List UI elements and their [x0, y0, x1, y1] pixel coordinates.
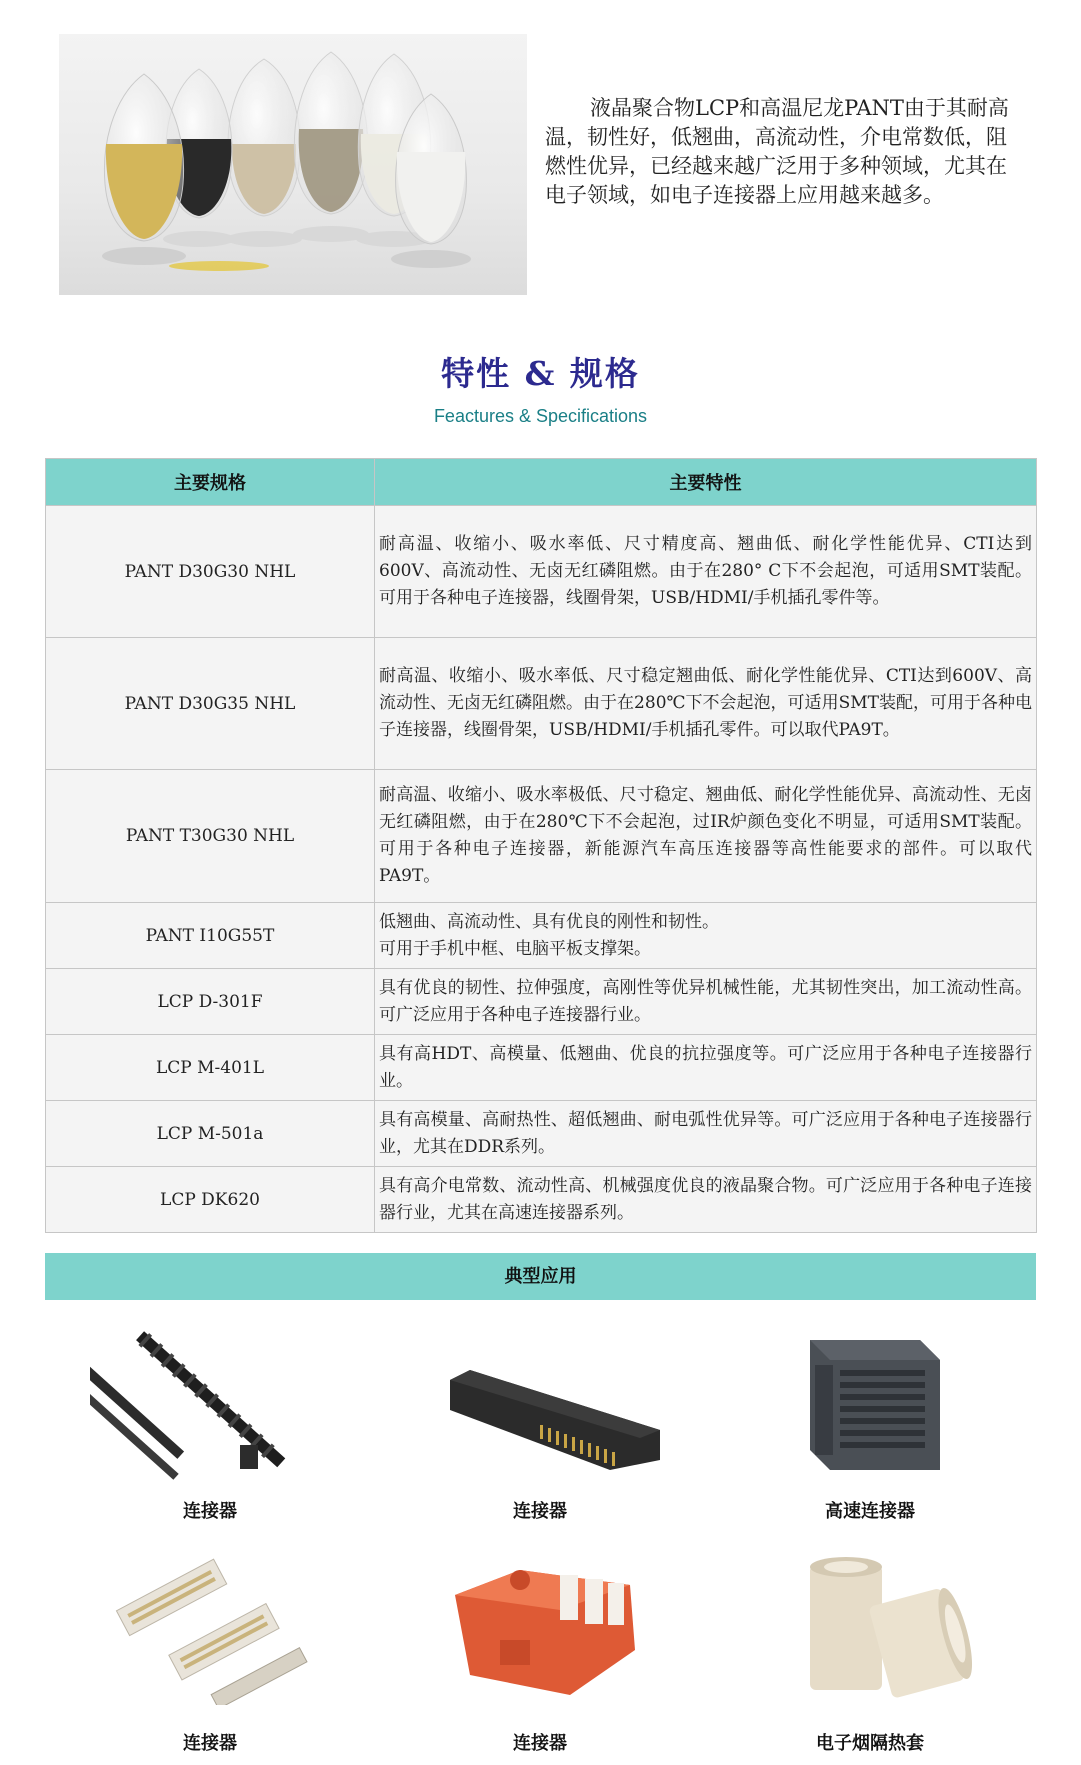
header-spec: 主要规格 [46, 459, 375, 506]
applications-header: 典型应用 [45, 1253, 1036, 1300]
table-row [46, 1101, 1037, 1167]
table-row [46, 969, 1037, 1035]
section-subtitle: Feactures & Specifications [433, 406, 648, 426]
application-item [375, 1320, 705, 1480]
insulating-sleeve-image [750, 1545, 990, 1705]
high-speed-connector-image [750, 1320, 990, 1480]
grade-cell: LCP M-401L [46, 1035, 375, 1101]
application-label: 高速连接器 [825, 1501, 915, 1522]
section-title: 特性 & 规格 [441, 354, 640, 393]
pin-header-connector-image [90, 1320, 330, 1480]
spec-table [45, 458, 1037, 1233]
grade-cell: PANT D30G35 NHL [46, 638, 375, 770]
table-row [46, 903, 1037, 969]
table-row [46, 638, 1037, 770]
desc-cell: 具有优良的韧性、拉伸强度，高刚性等优异机械性能，尤其韧性突出，加工流动性高。可广泛应用于各种电子连接器行业。 [375, 969, 1037, 1035]
application-label: 连接器 [513, 1501, 567, 1522]
orange-connector-housing-image [410, 1545, 670, 1705]
resin-pellets-photo [59, 34, 527, 295]
desc-cell: 耐高温、收缩小、吸水率低、尺寸稳定翘曲低、耐化学性能优异、CTI达到600V、高流动性、无卤无红磷阻燃。由于在280℃下不会起泡，可适用SMT装配，可用于各种电子连接器，线圈骨架，USB/HDMI/手机插孔零件。可以取代PA9T。 [375, 638, 1037, 770]
grade-cell: LCP D-301F [46, 969, 375, 1035]
grade-cell: PANT T30G30 NHL [46, 770, 375, 903]
grade-cell: LCP DK620 [46, 1167, 375, 1233]
application-item [375, 1545, 705, 1705]
desc-cell: 耐高温、收缩小、吸水率低、尺寸精度高、翘曲低、耐化学性能优异、CTI达到600V、高流动性、无卤无红磷阻燃。由于在280° C下不会起泡，可适用SMT装配。可用于各种电子连接器，线圈骨架，USB/HDMI/手机插孔零件等。 [375, 506, 1037, 638]
table-row [46, 1035, 1037, 1101]
grade-cell: PANT D30G30 NHL [46, 506, 375, 638]
board-to-board-connector-image [90, 1545, 330, 1705]
table-header-row [46, 459, 1037, 506]
table-row [46, 1167, 1037, 1233]
intro-paragraph: 液晶聚合物LCP和高温尼龙PANT由于其耐高温，韧性好，低翘曲，高流动性，介电常数低，阻燃性优异，已经越来越广泛用于多种领域，尤其在电子领域，如电子连接器上应用越来越多。 [545, 96, 1009, 207]
desc-cell: 耐高温、收缩小、吸水率极低、尺寸稳定、翘曲低、耐化学性能优异、高流动性、无卤无红磷阻燃，由于在280℃下不会起泡，过IR炉颜色变化不明显，可适用SMT装配。可用于各种电子连接器，新能源汽车高压连接器等高性能要求的部件。可以取代PA9T。 [375, 770, 1037, 903]
desc-cell: 具有高介电常数、流动性高、机械强度优良的液晶聚合物。可广泛应用于各种电子连接器行业，尤其在高速连接器系列。 [375, 1167, 1037, 1233]
table-row [46, 506, 1037, 638]
application-item [45, 1545, 375, 1705]
desc-cell: 具有高HDT、高模量、低翘曲、优良的抗拉强度等。可广泛应用于各种电子连接器行业。 [375, 1035, 1037, 1101]
application-label: 电子烟隔热套 [816, 1733, 924, 1754]
application-label: 连接器 [183, 1501, 237, 1522]
header-features: 主要特性 [375, 459, 1037, 506]
table-row [46, 770, 1037, 903]
grade-cell: PANT I10G55T [46, 903, 375, 969]
application-item [705, 1545, 1035, 1705]
application-label: 连接器 [513, 1733, 567, 1754]
application-item [45, 1320, 375, 1480]
desc-cell: 低翘曲、高流动性、具有优良的刚性和韧性。 可用于手机中框、电脑平板支撑架。 [375, 903, 1037, 969]
desc-cell: 具有高模量、高耐热性、超低翘曲、耐电弧性优异等。可广泛应用于各种电子连接器行业，尤其在DDR系列。 [375, 1101, 1037, 1167]
application-label: 连接器 [183, 1733, 237, 1754]
application-item [705, 1320, 1035, 1480]
edge-connector-image [410, 1320, 670, 1480]
grade-cell: LCP M-501a [46, 1101, 375, 1167]
